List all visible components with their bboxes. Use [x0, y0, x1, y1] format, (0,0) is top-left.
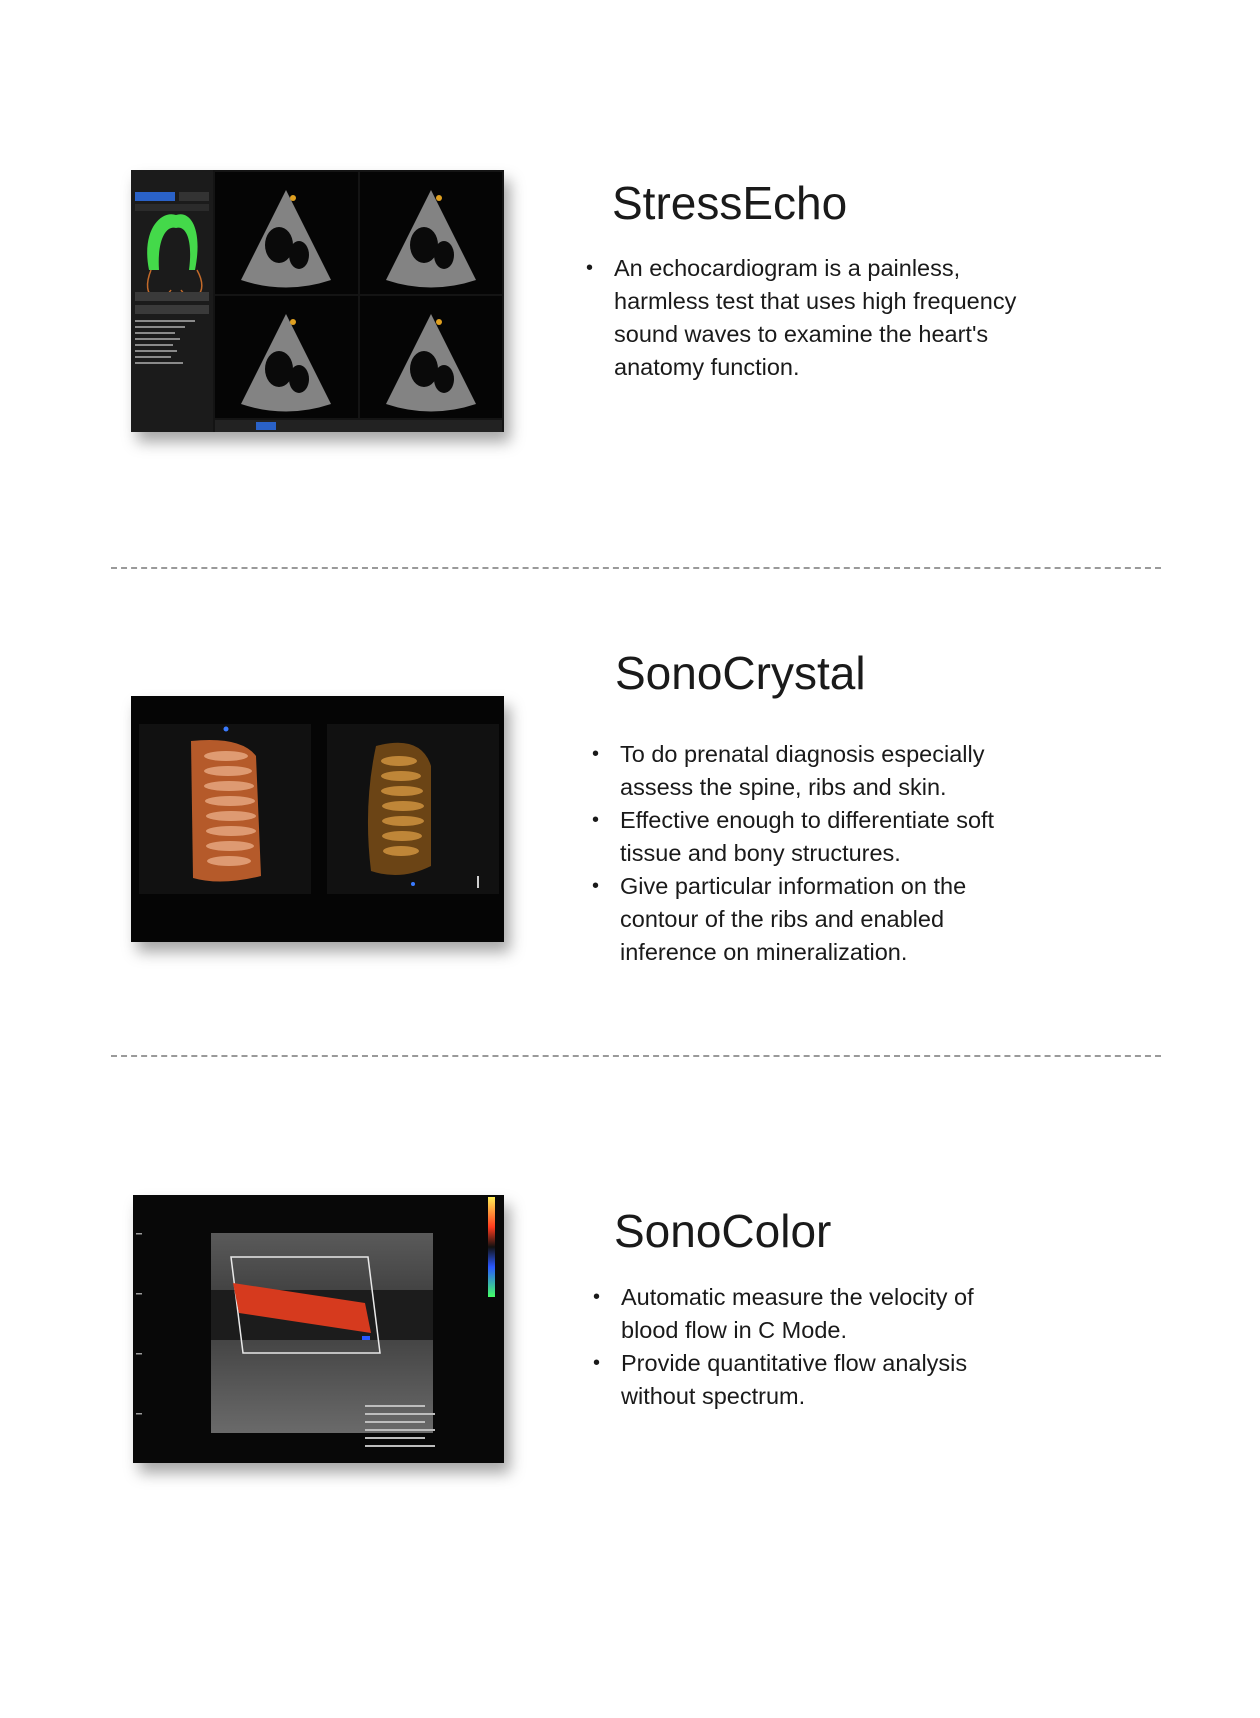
sonocolor-screenshot — [133, 1195, 504, 1463]
sonocrystal-bullet-2: • Effective enough to differentiate soft tissue and bony structures. — [592, 804, 1022, 870]
sonocrystal-image — [131, 696, 504, 942]
stressecho-bullet-1: • An echocardiogram is a painless, harmless test that uses high frequency sound waves to examine the heart's anatomy function. — [586, 252, 1056, 384]
stressecho-bullet-list — [586, 252, 1056, 384]
sonocrystal-title: SonoCrystal — [615, 647, 866, 699]
sonocolor-bullet-list — [593, 1281, 1013, 1413]
sonocolor-image — [133, 1195, 504, 1463]
sonocrystal-screenshot — [131, 696, 504, 942]
sonocrystal-bullet-1: • To do prenatal diagnosis especially assess the spine, ribs and skin. — [592, 738, 1022, 804]
stressecho-screenshot — [131, 170, 504, 432]
sonocrystal-bullet-list — [592, 738, 1022, 969]
sonocolor-bullet-1: • Automatic measure the velocity of blood flow in C Mode. — [593, 1281, 1013, 1347]
stressecho-image — [131, 170, 504, 432]
stressecho-title: StressEcho — [612, 177, 848, 229]
section-divider-2 — [111, 1055, 1161, 1057]
sonocolor-bullet-2: • Provide quantitative flow analysis without spectrum. — [593, 1347, 1013, 1413]
sonocolor-title: SonoColor — [614, 1205, 832, 1257]
sonocrystal-bullet-3: • Give particular information on the contour of the ribs and enabled inference on mineralization. — [592, 870, 1022, 969]
section-divider-1 — [111, 567, 1161, 569]
